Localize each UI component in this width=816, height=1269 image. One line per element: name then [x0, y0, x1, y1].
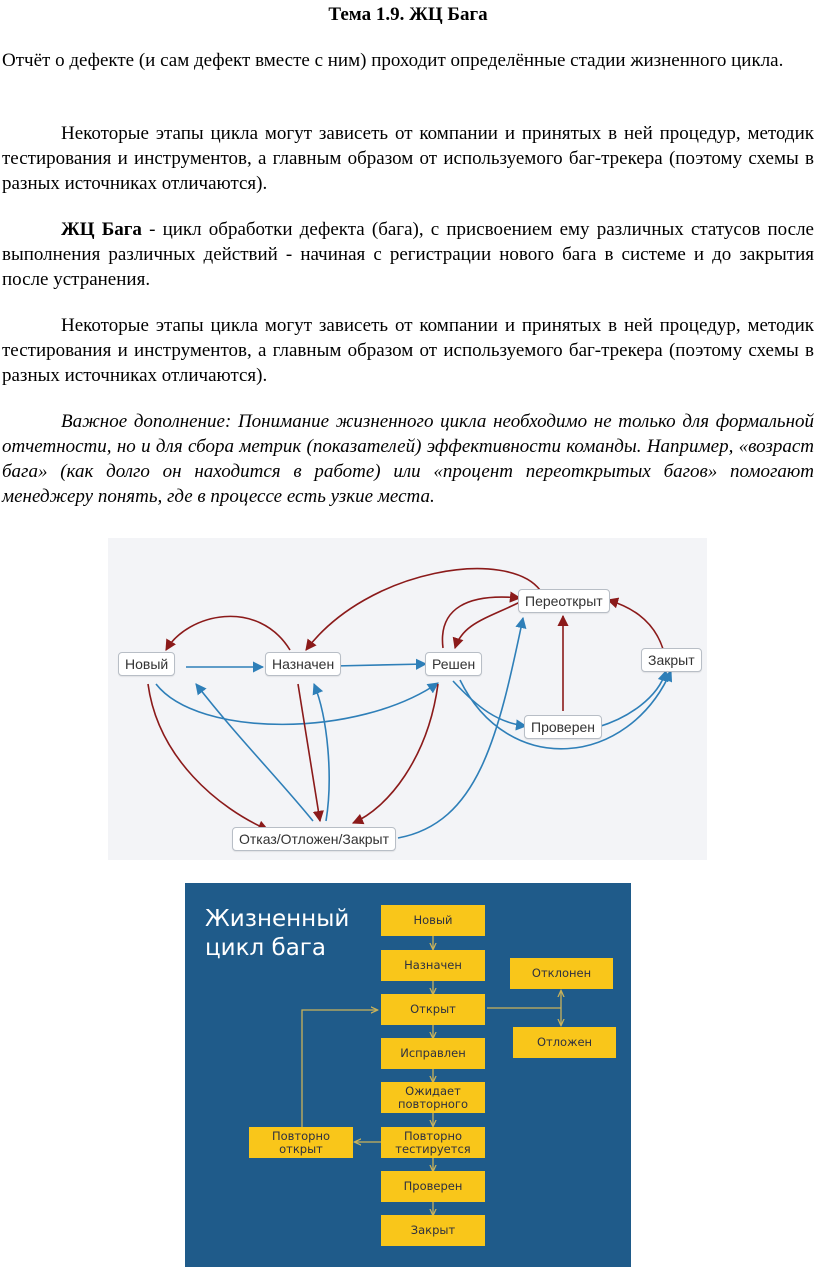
step-reopened [249, 1127, 353, 1158]
paragraph-stages: Некоторые этапы цикла могут зависеть от компании и принятых в ней процедур, методик тестирования и инструментов, а главным образом от используемого баг-трекера (поэтому схемы в разных источниках отличаются). [2, 123, 814, 194]
edge-new-resolved [156, 683, 438, 724]
bug-lifecycle-flowchart [185, 883, 631, 1267]
step-retesting-line1: Повторно [403, 1128, 463, 1143]
flowchart-arrows [185, 883, 631, 1267]
node-assigned: Назначен [265, 652, 341, 676]
edge-reopened-resolved [455, 602, 520, 648]
graph-edges [108, 538, 707, 860]
step-awaiting [381, 1082, 485, 1113]
bug-lifecycle-graph [108, 538, 707, 860]
edge-rejected-new [196, 684, 313, 821]
definition-text: - цикл обработки дефекта (бага), с присвоением ему различных статусов после выполнения различных действий - начиная с регистрации нового бага в системе и до закрытия после устранения. [2, 219, 814, 290]
node-verified: Проверен [524, 715, 602, 739]
edge-assigned-resolved [334, 664, 426, 666]
node-rejected: Отказ/Отложен/Закрыт [232, 827, 396, 851]
flowchart-title-line2: цикл бага [205, 935, 326, 961]
paragraph-intro: Отчёт о дефекте (и сам дефект вместе с ним) проходит определённые стадии жизненного цикла. [2, 50, 784, 71]
edge-rejected-reopened [398, 618, 523, 838]
paragraph-important-note: Важное дополнение: Понимание жизненного цикла необходимо не только для формальной отчетности, но и для сбора метрик (показателей) эффективности команды. Например, «возраст бага» (как долго он находится в работе) или «процент переоткрытых багов» помогают менеджеру понять, где в процессе есть узкие места. [2, 411, 814, 507]
step-assigned: Назначен [381, 950, 485, 981]
page-title: Тема 1.9. ЖЦ Бага [328, 4, 488, 25]
node-closed: Закрыт [641, 648, 702, 672]
step-deferred: Отложен [513, 1027, 616, 1058]
edge-closed-reopened [608, 600, 663, 649]
step-open: Открыт [381, 994, 485, 1025]
step-awaiting-line1: Ожидает [405, 1083, 461, 1098]
step-closed: Закрыт [381, 1215, 485, 1246]
step-verified: Проверен [381, 1171, 485, 1202]
paragraph-definition [2, 217, 814, 292]
edge-assigned-new [166, 616, 290, 650]
edge-assigned-rejected [298, 684, 320, 821]
node-new: Новый [118, 652, 175, 676]
node-resolved: Решен [425, 652, 482, 676]
flowchart-title-line1: Жизненный [205, 906, 350, 932]
step-reopened-line1: Повторно [271, 1128, 331, 1143]
step-reopened-line2: открыт [279, 1141, 323, 1156]
edge-resolved-reopened [442, 597, 520, 648]
step-rejected: Отклонен [510, 958, 613, 989]
step-awaiting-line2: повторного [398, 1096, 468, 1111]
step-fixed: Исправлен [381, 1038, 485, 1069]
node-reopened: Переоткрыт [518, 589, 610, 613]
paragraph-stages-repeat: Некоторые этапы цикла могут зависеть от компании и принятых в ней процедур, методик тестирования и инструментов, а главным образом от используемого баг-трекера (поэтому схемы в разных источниках отличаются). [2, 315, 814, 386]
step-retesting-line2: тестируется [395, 1141, 471, 1156]
step-new: Новый [381, 905, 485, 936]
step-retesting [381, 1127, 485, 1158]
edge-new-rejected [148, 684, 268, 830]
definition-term: ЖЦ Бага [61, 219, 142, 240]
